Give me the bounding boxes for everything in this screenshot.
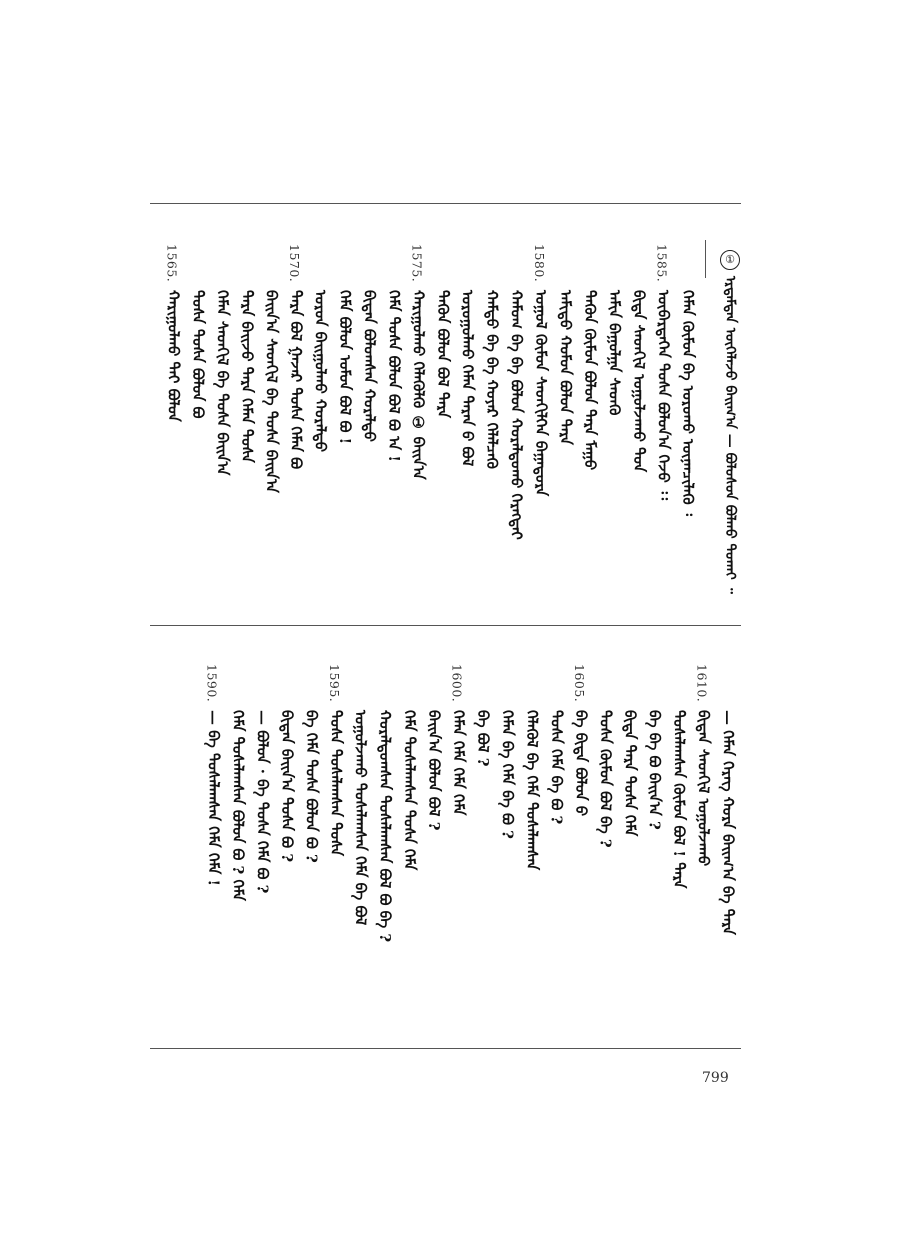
- line-number: 1575.: [409, 244, 425, 283]
- verse-line: ᠬᠡᠮᠡᠨ ᠬᠡᠮᠡ ᠬᠡᠮᠡ ᠬᠡᠮᠡ: [449, 710, 468, 816]
- line-number: 1565.: [164, 244, 180, 283]
- verse-line: ᠬᠠᠮᠲᠤ ᠪᠠ ᠪᠠ ᠬᠣᠶᠠᠷ ᠬᠡᠯᠡᠯᠴᠡᠬᠦ: [483, 290, 501, 469]
- verse-line: ᠬᠤᠷᠠᠯᠳᠤᠭᠰᠠᠨ ᠲᠤᠰᠠᠯᠠᠭᠰᠠᠨ ᠪᠣᠯ ᠪᠣ ᠪᠠ ?: [376, 710, 394, 943]
- verse-line: ᠬᠡᠮᠡ ᠪᠣᠯᠤᠨ ᠤᠮᠤᠨ ᠪᠣᠯ ᠪᠣ !: [336, 290, 354, 445]
- verse-line: ᠲᠡᠭᠦᠨ ᠬᠦᠮᠦᠨ ᠪᠣᠯᠤᠨ ᠲᠡᠷᠡ ᠮᠠᠭᠤ: [581, 290, 599, 471]
- bottom-divider: [150, 1048, 741, 1049]
- verse-line: ᠬᠡᠮᠡᠨ ᠬᠦᠮᠦᠨ ᠪᠠ ᠤᠷᠤᠬᠤ ᠦᠨᠡᠨᠴᠢᠯᠡᠬᠦ ᠄: [679, 290, 697, 516]
- line-number: 1595.: [327, 664, 342, 703]
- verse-line: ᠲᠡᠷᠡ ᠪᠣᠯ ᠭᠠᠵᠠᠷ ᠲᠤᠰᠠ ᠬᠡᠮᠡᠨ ᠪᠣ: [287, 290, 305, 470]
- verse-line: ᠪᠢᠳᠡᠨ ᠪᠣᠯᠤᠭᠰᠠᠨ ᠬᠤᠷᠠᠯᠳᠤ: [360, 290, 379, 442]
- verse-line: — ᠪᠠ ᠲᠤᠰᠠᠯᠠᠭᠰᠠᠨ ᠬᠡᠮᠡ ᠬᠡᠮᠡ !: [204, 710, 223, 887]
- verse-line: ᠪᠢᠳᠡᠨ ᠰᠡᠳᠬᠢᠯ ᠤᠭᠤᠯᠵᠠᠬᠤ: [694, 710, 713, 867]
- line-number: 1585.: [654, 244, 670, 283]
- verse-line: ᠲᠤᠰᠠ ᠲᠤᠰᠠ ᠪᠣᠯᠤᠨ ᠪᠣ: [189, 290, 207, 419]
- verse-line: ᠪᠠ ᠪᠣᠯ ?: [474, 710, 492, 767]
- verse-line: — ᠪᠣᠯᠤᠨ · ᠪᠠ ᠲᠤᠰᠠ ᠬᠡᠮᠡ ᠪᠣ ?: [253, 710, 272, 894]
- verse-line: ᠥᠪᠡᠷᠲᠡᠭᠡᠨ ᠲᠤᠰᠠ ᠪᠣᠯᠤᠨ᠎ᠠ ᠭᠡᠵᠦ ᠄᠄: [654, 290, 673, 501]
- verse-line: ᠬᠡᠯᠡᠭᠦᠯ ᠪᠠ ᠬᠡᠮᠡ ᠲᠤᠰᠠᠯᠠᠭᠰᠠᠨ: [523, 710, 541, 871]
- verse-line: ᠲᠡᠭᠦᠨ ᠪᠣᠯᠤᠨ ᠪᠣᠯ ᠲᠡᠷᠡ: [434, 290, 452, 419]
- middle-divider: [150, 625, 741, 626]
- verse-line: ᠤᠭᠤᠯ ᠬᠦᠮᠦᠨ ᠰᠡᠳᠬᠢᠯᠭᠡᠨ ᠪᠠᠭᠠᠲᠤᠷᠨ: [532, 290, 550, 497]
- verse-line: ᠬᠠᠷᠢᠭᠤᠯᠬᠤ ᠲᠠᠢ ᠪᠣᠯᠤᠨ: [164, 290, 183, 422]
- verse-line: ᠪᠠᠢᠨ᠎ᠠ ᠪᠣᠯᠤᠨ ᠪᠣᠯ ?: [425, 710, 443, 831]
- verse-line: ᠪᠠ ᠬᠡᠮᠡ ᠲᠤᠰᠠ ᠪᠣᠯᠤᠨ ᠪᠣ ?: [302, 710, 321, 863]
- footnote-text: ᠡᠷᠳᠡᠮᠲᠡᠨ ᠦᠭᠡᠯᠡᠵᠦ ᠪᠠᠢᠭ᠎ᠠ — ᠪᠤᠯᠤᠰᠤᠨ ᠪᠣᠯᠬᠤ ᠲᠤᠬᠠᠢ ᠃: [722, 276, 738, 594]
- verse-line: ᠬᠡᠮᠡ ᠲᠤᠰᠠ ᠪᠣᠯᠤᠨ ᠪᠣᠯ ᠪᠣ ᠠ !: [385, 290, 403, 462]
- verse-line: ᠬᠠᠷᠢᠭᠤᠯᠬᠤ ᠬᠡᠯᠡᠭᠦᠯᠬᠦ ① ᠪᠠᠢᠨ᠎ᠠ: [409, 290, 428, 480]
- verse-line: ᠬᠡᠮᠡ ᠲᠤᠰᠠᠯᠠᠭᠰᠠᠨ ᠲᠤᠰᠠ ᠬᠡᠮᠡ: [400, 710, 419, 871]
- line-number: 1600.: [449, 664, 465, 703]
- verse-line: ᠬᠡᠮᠡᠨ ᠪᠠ ᠬᠡᠮᠡ ᠪᠠ ᠪᠣ ?: [498, 710, 517, 839]
- verse-line: ᠠᠮᠢᠨ ᠪᠠᠭᠤᠯᠭᠠ ᠰᠡᠳᠬᠦ: [605, 290, 624, 416]
- verse-line: ᠪᠢᠳᠡ ᠰᠡᠳᠬᠢᠯ ᠤᠭᠤᠯᠵᠠᠬᠤ ᠳᠤᠨ: [630, 290, 648, 473]
- verse-line: ᠪᠠ ᠪᠢᠳᠡ ᠪᠣᠯᠤᠨ ᠪ: [572, 710, 590, 817]
- verse-line: ᠲᠤᠰᠠᠯᠠᠭᠰᠠᠨ ᠬᠦᠮᠦᠨ ᠪᠣᠯ ! ᠲᠡᠷᠡ: [670, 710, 688, 889]
- verse-line: ᠠᠮᠢᠳᠤ ᠬᠤᠮᠦᠨ ᠪᠣᠯᠤᠨ ᠲᠡᠷᠡ: [556, 290, 575, 445]
- verse-line: ᠲᠤᠰᠠ ᠲᠤᠰᠠᠯᠠᠭᠰᠠᠨ ᠲᠤᠰᠠ: [327, 710, 345, 857]
- verse-line: ᠤᠭᠤᠯᠵᠠᠬᠤ ᠲᠤᠰᠠᠯᠠᠭᠰᠠᠨ ᠬᠡᠮᠡ ᠪᠠ ᠪᠣᠯ: [351, 710, 370, 926]
- footnote-separator: [705, 240, 706, 278]
- top-divider: [150, 203, 741, 204]
- verse-line: ᠪᠠ ᠪᠠ ᠪᠣ ᠪᠠᠢᠨ᠎ᠠ ?: [645, 710, 664, 830]
- verse-line: ᠤᠷᠤᠭᠤᠯᠬᠤ ᠬᠡᠮᠡᠨ ᠲᠡᠷᠡᠨ ᠪ ᠪᠣᠯ: [458, 290, 477, 467]
- verse-line: ᠪᠠᠢᠨ᠎ᠠ ᠰᠡᠳᠬᠢᠯ ᠪᠠ ᠲᠤᠰᠠ ᠪᠠᠢᠨ᠎ᠠ: [262, 290, 281, 493]
- verse-line: ᠣᠷᠣᠨ ᠪᠠᠢᠭᠤᠯᠬᠤ ᠬᠤᠷᠠᠯᠳᠤ: [311, 290, 330, 453]
- verse-line: ᠪᠢᠳᠡᠨ ᠪᠠᠢᠨ᠎ᠠ ᠲᠤᠰᠠ ᠪᠣ ?: [278, 710, 296, 863]
- page-number: 799: [702, 1070, 729, 1086]
- line-number: 1570.: [287, 244, 302, 283]
- line-number: 1605.: [572, 664, 587, 703]
- verse-line: ᠬᠡᠮᠡ ᠲᠤᠰᠠᠯᠠᠭᠰᠠᠨ ᠪᠣᠯᠤᠨ ᠪᠣ ? ᠬᠡᠮᠡ: [229, 710, 247, 901]
- verse-line: — ᠬᠡᠮᠡᠨ ᠬᠡᠷᠡᠭ ᠬᠤᠷᠠ ᠪᠠᠢᠭ᠎ᠠ ᠪᠠ ᠲᠡᠷᠡ: [719, 710, 737, 935]
- footnote-marker: ①: [720, 250, 740, 270]
- line-number: 1590.: [204, 664, 220, 703]
- verse-line: ᠬᠠᠮᠤᠭ ᠪᠠ ᠪᠠ ᠪᠣᠯᠤᠨ ᠬᠤᠷᠠᠯᠳᠤᠬᠤ ᠬᠡᠷᠡᠭᠲᠡᠢ: [507, 290, 526, 540]
- verse-line: ᠲᠤᠰᠠ ᠬᠡᠮᠡ ᠪᠠ ᠪᠣ ?: [547, 710, 566, 825]
- verse-line: ᠬᠡᠮᠡᠨ ᠰᠡᠳᠬᠢᠯ ᠪᠠ ᠲᠤᠰᠠ ᠪᠠᠢᠨ᠎ᠠ: [213, 290, 232, 476]
- verse-line: ᠪᠢᠳᠡ ᠲᠡᠷᠡ ᠲᠤᠰᠠ ᠬᠡᠮᠡ: [621, 710, 639, 837]
- verse-line: ᠲᠡᠷᠡ ᠪᠠᠢᠵᠤ ᠲᠡᠷᠡ ᠬᠡᠮᠡᠨ ᠲᠤᠰᠠ: [238, 290, 256, 463]
- verse-line: ᠲᠤᠰᠠ ᠬᠦᠮᠦᠨ ᠪᠣᠯ ᠪᠠ ?: [596, 710, 615, 848]
- line-number: 1610.: [694, 664, 710, 703]
- line-number: 1580.: [532, 244, 547, 283]
